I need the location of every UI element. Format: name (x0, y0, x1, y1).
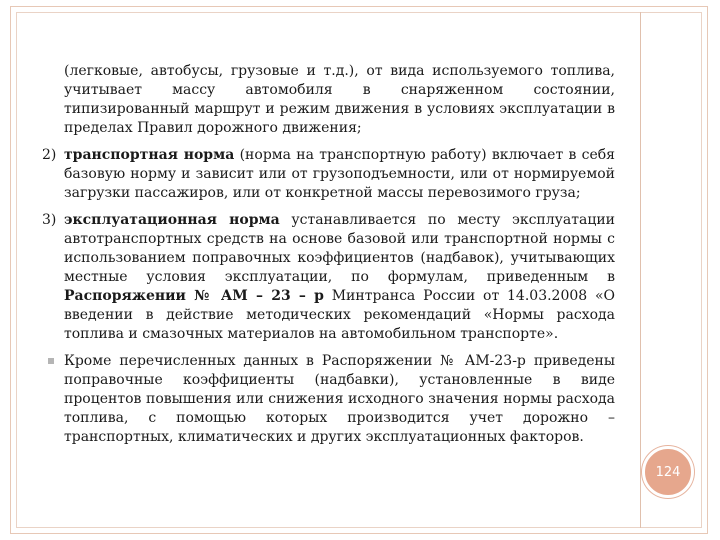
term-operational-norm: эксплуатационная норма (64, 212, 280, 228)
bullet-text: Кроме перечисленных данных в Распоряжении № АМ-23-р приведены поправочные коэффициенты (надбавки), установленные в виде процентов повышения или снижения исходного значения нормы расхода топлива, с помощью которых производится учет дорожно – транспортных, климатических и других эксплуатационных факторов. (64, 353, 615, 445)
paragraph-intro: (легковые, автобусы, грузовые и т.д.), от вида используемого топлива, учитывает массу автомобиля в снаряженном состоянии, типизированный маршрут и режим движения в условиях эксплуатации в пределах Правил дорожного движения; (64, 63, 615, 136)
list-item-transport-norm (42, 146, 615, 203)
square-bullet-icon (48, 358, 54, 364)
page-number-badge (642, 446, 694, 498)
item-number: 3) (42, 212, 57, 228)
slide-content (42, 62, 615, 455)
vertical-rule (640, 12, 641, 528)
list-item-bullet (42, 352, 615, 447)
item-text (64, 211, 615, 344)
document-reference: Распоряжении № АМ – 23 – р (64, 288, 324, 304)
item-number: 2) (42, 147, 57, 163)
page-number: 124 (655, 464, 681, 480)
item-body-after: Минтранса России от 14.03.2008 «О введении в действие методических рекомендаций «Нормы расхода топлива и смазочных материалов на автомобильном транспорте». (64, 288, 616, 342)
list-item-operational-norm (42, 211, 615, 344)
item-text (64, 146, 615, 203)
item-body-before: устанавливается по месту эксплуатации автотранспортных средств на основе базовой или транспортной нормы с использованием поправочных коэффициентов (надбавок), учитывающих местные условия эксплуатации, по формулам, приведенным в (64, 212, 615, 285)
item-body: (норма на транспортную работу) включает в себя базовую норму и зависит или от грузоподъемности, или от нормируемой загрузки пассажиров, или от конкретной массы перевозимого груза; (64, 147, 615, 201)
term-transport-norm: транспортная норма (64, 147, 235, 163)
